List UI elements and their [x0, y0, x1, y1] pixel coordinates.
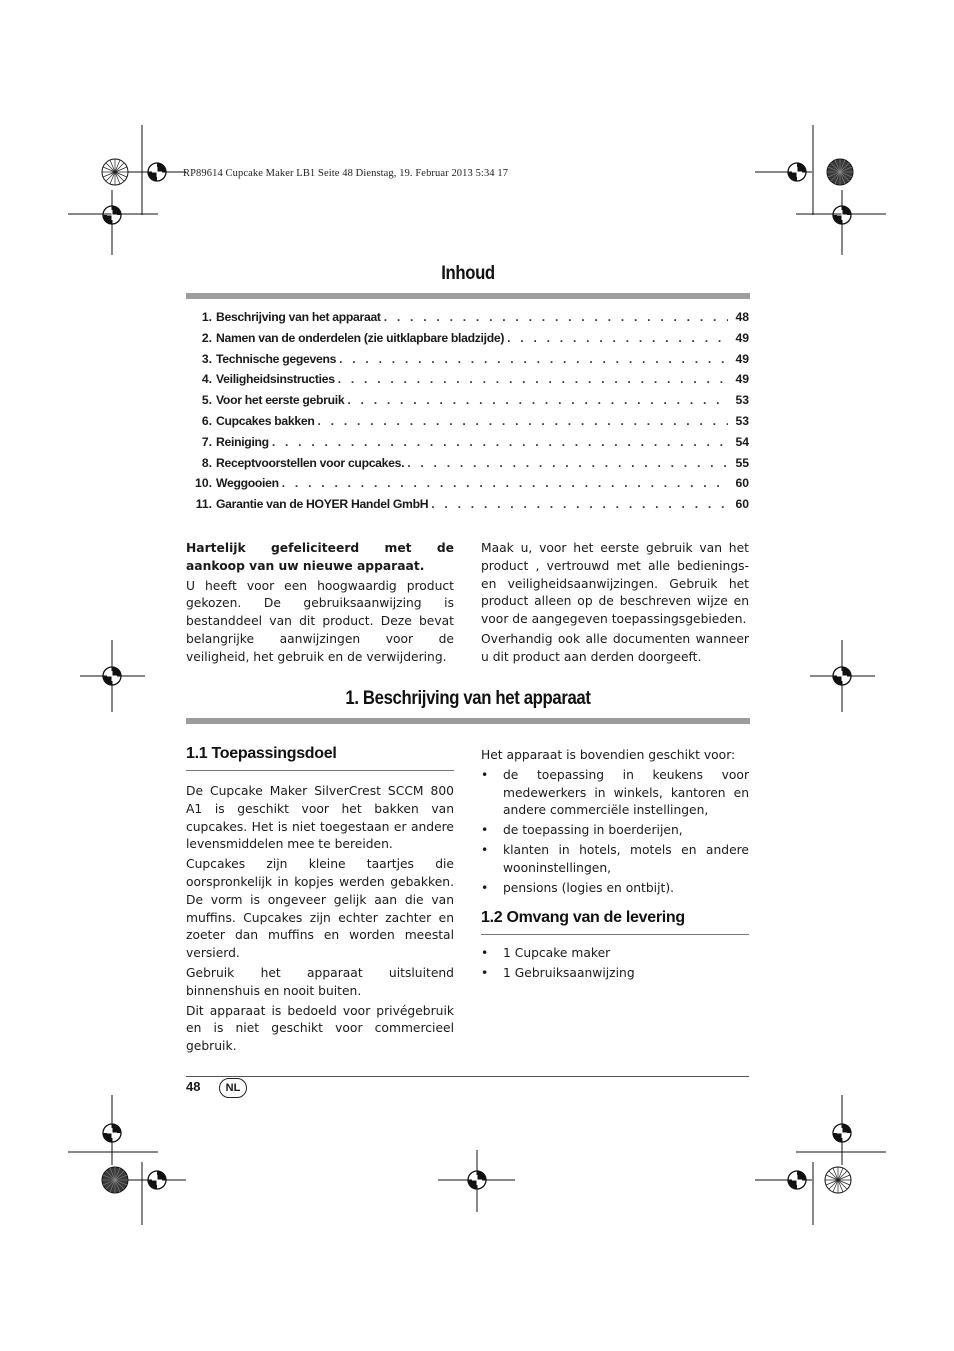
toc-leader — [384, 310, 728, 324]
toc-page: 60 — [735, 476, 749, 491]
body-paragraph: Het apparaat is bovendien geschikt voor: — [481, 748, 736, 762]
toc-entry[interactable] — [186, 456, 749, 477]
list-item: • pensions (logies en ontbijt). — [481, 880, 749, 898]
delivery-list — [481, 945, 749, 983]
toc-number: 8. — [201, 455, 212, 470]
toc-page: 53 — [735, 393, 749, 408]
toc-entry[interactable] — [186, 310, 749, 331]
section-left-column — [186, 745, 454, 1058]
toc-entry[interactable] — [186, 414, 749, 435]
toc-page: 49 — [735, 351, 749, 366]
toc-page: 48 — [735, 310, 749, 324]
body-paragraph: De Cupcake Maker SilverCrest SCCM 800 A1 is geschikt voor het bakken van cupcakes. Het is niet toegestaan er andere levensmiddelen mee te bereiden. — [186, 784, 454, 852]
toc-leader — [317, 414, 728, 428]
toc-leader — [347, 393, 728, 407]
contents-rule — [186, 293, 750, 299]
toc-leader — [338, 372, 728, 386]
list-item: • de toepassing in keukens voor medewerkers in winkels, kantoren en andere commerciële instellingen, — [481, 767, 749, 820]
toc-entry[interactable] — [186, 497, 749, 518]
toc-leader — [507, 331, 728, 345]
intro-right-column — [481, 540, 749, 669]
toc-leader — [282, 476, 728, 490]
toc-title: Weggooien — [216, 476, 279, 491]
intro-paragraph: U heeft voor een hoogwaardig product gekozen. De gebruiksaanwijzing is bestanddeel van dit product. Deze bevat belangrijke aanwijzingen voor de veiligheid, het gebruik en de verwijdering. — [186, 578, 454, 664]
toc-page: 55 — [735, 455, 749, 470]
list-item: • 1 Gebruiksaanwijzing — [481, 965, 749, 983]
list-item: • de toepassing in boerderijen, — [481, 822, 749, 840]
toc-entry[interactable] — [186, 372, 749, 393]
toc-entry[interactable] — [186, 476, 749, 497]
toc-entry[interactable] — [186, 331, 749, 352]
congratulations-heading: Hartelijk gefeliciteerd met de aankoop van uw nieuwe apparaat. — [186, 541, 454, 573]
toc-title: Veiligheidsinstructies — [216, 372, 335, 387]
toc-title: Cupcakes bakken — [216, 413, 315, 428]
toc-title: Receptvoorstellen voor cupcakes. — [216, 455, 405, 470]
toc-page: 49 — [735, 330, 749, 345]
body-paragraph: Cupcakes zijn kleine taartjes die oorspronkelijk in kopjes werden gebakken. De vorm is ongeveer gelijk aan die van muffins. Cupcakes zijn echter zachter en zoeter dan muffins en worden meestal versierd. — [186, 857, 454, 961]
language-badge: NL — [219, 1078, 247, 1098]
section-rule — [186, 718, 750, 724]
toc-entry[interactable] — [186, 352, 749, 373]
table-of-contents — [186, 310, 749, 518]
toc-title: Reiniging — [216, 434, 269, 449]
intro-paragraph: Overhandig ook alle documenten wanneer u dit product aan derden doorgeeft. — [481, 631, 749, 664]
toc-title: Garantie van de HOYER Handel GmbH — [216, 497, 429, 512]
toc-leader — [431, 497, 728, 511]
toc-number: 4. — [201, 372, 212, 387]
toc-page: 54 — [735, 434, 749, 449]
toc-number: 7. — [201, 434, 212, 449]
toc-leader — [339, 352, 728, 366]
toc-leader — [407, 456, 728, 470]
intro-left-column — [186, 540, 454, 669]
toc-entry[interactable] — [186, 435, 749, 456]
body-paragraph: Gebruik het apparaat uitsluitend binnenshuis en nooit buiten. — [186, 965, 454, 998]
subsection-title: 1.2 Omvang van de levering — [481, 909, 685, 927]
toc-leader — [272, 435, 728, 449]
toc-number: 11. — [195, 497, 212, 512]
toc-number: 2. — [201, 330, 212, 345]
toc-page: 53 — [735, 413, 749, 428]
toc-number: 5. — [201, 393, 212, 408]
section-title: 1. Beschrijving van het apparaat — [345, 688, 591, 709]
subsection-title: 1.1 Toepassingsdoel — [186, 745, 337, 762]
section-right-column — [481, 747, 749, 985]
toc-title: Beschrijving van het apparaat — [216, 310, 381, 324]
page-number: 48 — [186, 1079, 201, 1094]
list-item: • klanten in hotels, motels en andere wooninstellingen, — [481, 842, 749, 878]
toc-number: 1. — [201, 310, 212, 324]
toc-page: 60 — [735, 497, 749, 512]
subsection-rule — [481, 934, 749, 935]
body-paragraph: Dit apparaat is bedoeld voor privégebruik en is niet geschikt voor commercieel gebruik. — [186, 1003, 454, 1054]
list-item: • 1 Cupcake maker — [481, 945, 749, 963]
toc-entry[interactable] — [186, 393, 749, 414]
toc-page: 49 — [735, 372, 749, 387]
toc-number: 3. — [201, 351, 212, 366]
toc-number: 10. — [195, 476, 212, 491]
print-header: RP89614 Cupcake Maker LB1 Seite 48 Dienstag, 19. Februar 2013 5:34 17 — [183, 168, 509, 179]
suitable-list — [481, 767, 749, 898]
footer-rule — [186, 1076, 749, 1077]
subsection-rule — [186, 770, 454, 771]
toc-number: 6. — [201, 413, 212, 428]
toc-title: Namen van de onderdelen (zie uitklapbare bladzijde) — [216, 330, 505, 345]
toc-title: Technische gegevens — [216, 351, 337, 366]
intro-paragraph: Maak u, voor het eerste gebruik van het product , vertrouwd met alle bedienings- en veiligheidsaanwijzingen. Gebruik het product alleen op de beschreven wijze en voor de aangegeven toepassingsgebieden. — [481, 541, 749, 627]
contents-title: Inhoud — [441, 263, 495, 284]
toc-title: Voor het eerste gebruik — [216, 393, 345, 408]
